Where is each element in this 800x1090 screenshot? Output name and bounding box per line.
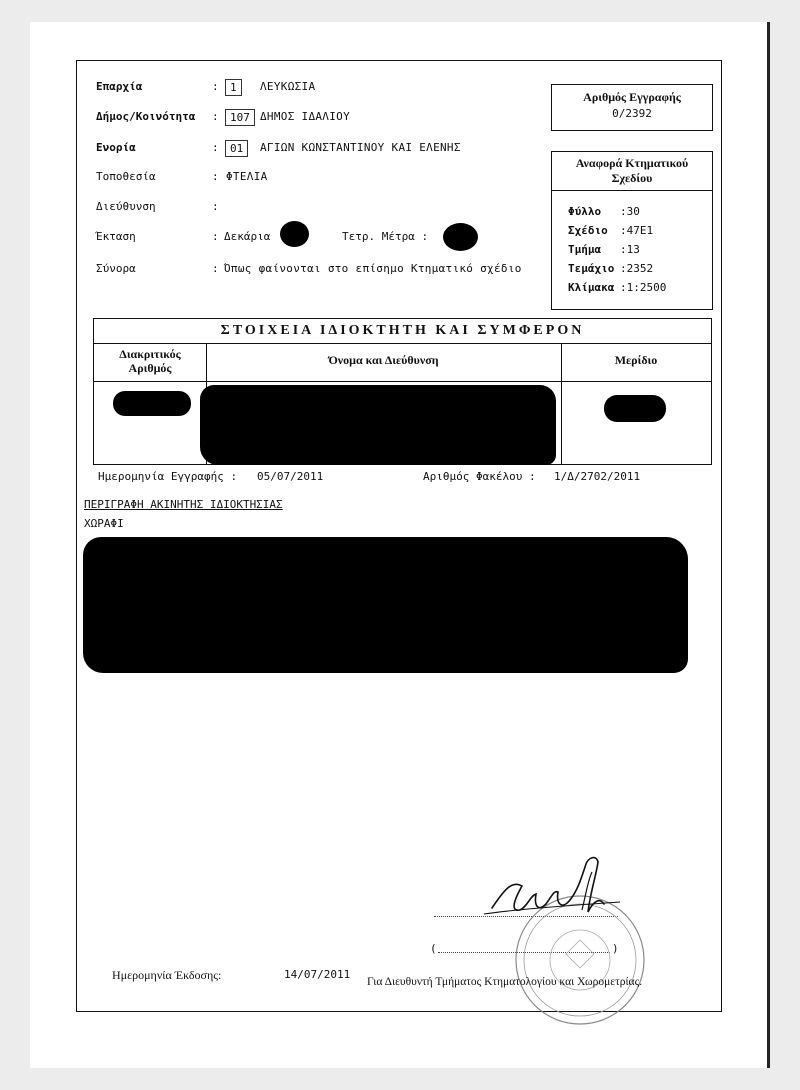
synora-label: Σύνορα xyxy=(96,262,136,275)
ektasi-label: Έκταση xyxy=(96,230,136,243)
col-diakritikos-line1: Διακριτικός xyxy=(119,347,181,361)
redaction-owner-name xyxy=(200,385,556,465)
file-number-value: 1/Δ/2702/2011 xyxy=(554,470,641,483)
plan-reference-rows xyxy=(568,202,666,297)
colon: : xyxy=(212,230,219,243)
plan-row-fyllo: Φύλλο :30 xyxy=(568,205,640,218)
enoria-code-box xyxy=(225,137,248,157)
col-diakritikos-line2: Αριθμός xyxy=(128,361,172,375)
owner-table-header-row xyxy=(94,343,711,382)
official-stamp-and-signature xyxy=(470,850,670,1030)
paren-close: ) xyxy=(612,942,619,955)
synora-value: Όπως φαίνονται στο επίσημο Κτηματικό σχέδιο xyxy=(224,262,522,275)
plan-row-tmima: Τμήμα :13 xyxy=(568,243,640,256)
plan-reference-title-2: Σχεδίου xyxy=(611,171,653,185)
owner-table-title: ΣΤΟΙΧΕΙΑ ΙΔΙΟΚΤΗΤΗ ΚΑΙ ΣΥΜΦΕΡΟΝ xyxy=(94,319,711,344)
dekaria-label: Δεκάρια xyxy=(224,230,271,243)
plan-reference-title-1: Αναφορά Κτηματικού xyxy=(575,156,689,170)
property-heading: ΠΕΡΙΓΡΑΦΗ ΑΚΙΝΗΤΗΣ ΙΔΙΟΚΤΗΣΙΑΣ xyxy=(84,498,283,511)
issue-date-value: 14/07/2011 xyxy=(284,968,351,981)
plan-reference-header xyxy=(552,152,712,191)
official-seal-icon xyxy=(516,896,644,1024)
dieuthynsi-label: Διεύθυνση xyxy=(96,200,156,213)
property-type: ΧΩΡΑΦΙ xyxy=(84,517,124,530)
reg-date-value: 05/07/2011 xyxy=(257,470,324,483)
eparchia-value: ΛΕΥΚΩΣΙΑ xyxy=(260,80,316,93)
plan-reference-box xyxy=(551,151,713,310)
colon: : xyxy=(212,262,219,275)
redaction-diakritikos xyxy=(113,391,191,416)
col-meridio: Μερίδιο xyxy=(614,353,658,367)
colon: : xyxy=(212,200,219,213)
plan-row-sxedio: Σχέδιο :47Ε1 xyxy=(568,224,654,237)
enoria-value: ΑΓΙΩΝ ΚΩΝΣΤΑΝΤΙΝΟΥ ΚΑΙ ΕΛΕΝΗΣ xyxy=(260,141,461,154)
topothesia-label: Τοποθεσία xyxy=(96,170,156,183)
eparchia-code-box xyxy=(225,76,242,96)
col-onoma: Όνομα και Διεύθυνση xyxy=(328,353,439,367)
topothesia-value: ΦΤΕΛΙΑ xyxy=(226,170,268,183)
paren-open: ( xyxy=(430,942,437,955)
redaction-tetr-metra xyxy=(443,223,478,251)
owner-table-divider-2 xyxy=(561,343,562,464)
colon: : xyxy=(212,170,219,183)
tetr-label: Τετρ. Μέτρα : xyxy=(342,230,429,243)
enoria-label: Ενορία xyxy=(96,141,136,154)
colon: : xyxy=(212,80,219,93)
registration-number: 0/2392 xyxy=(612,107,652,120)
handwritten-signature-icon xyxy=(484,858,620,914)
redaction-property-description xyxy=(83,537,688,673)
redaction-dekaria xyxy=(280,221,309,247)
file-number-label: Αριθμός Φακέλου : xyxy=(423,470,536,483)
registration-title: Αριθμός Εγγραφής xyxy=(583,90,681,104)
dimos-code-box xyxy=(225,106,255,126)
plan-row-temaxio: Τεμάχιο :2352 xyxy=(568,262,654,275)
enoria-code: 01 xyxy=(225,140,248,157)
signatory-text: Για Διευθυντή Τμήματος Κτηματολογίου και Χωρομετρίας. xyxy=(367,976,642,988)
plan-row-klimaka: Κλίμακα :1:2500 xyxy=(568,281,667,294)
colon: : xyxy=(212,141,219,154)
dimos-label: Δήμος/Κοινότητα xyxy=(96,110,196,123)
dimos-value: ΔΗΜΟΣ ΙΔΑΛΙΟΥ xyxy=(260,110,350,123)
eparchia-label: Επαρχία xyxy=(96,80,143,93)
dimos-code: 107 xyxy=(225,109,255,126)
registration-box xyxy=(551,84,713,131)
col-diakritikos xyxy=(94,347,206,375)
colon: : xyxy=(212,110,219,123)
issue-date-label: Ημερομηνία Έκδοσης: xyxy=(112,968,222,982)
reg-date-label: Ημερομηνία Εγγραφής : xyxy=(98,470,238,483)
eparchia-code: 1 xyxy=(225,79,242,96)
redaction-meridio xyxy=(604,395,666,422)
